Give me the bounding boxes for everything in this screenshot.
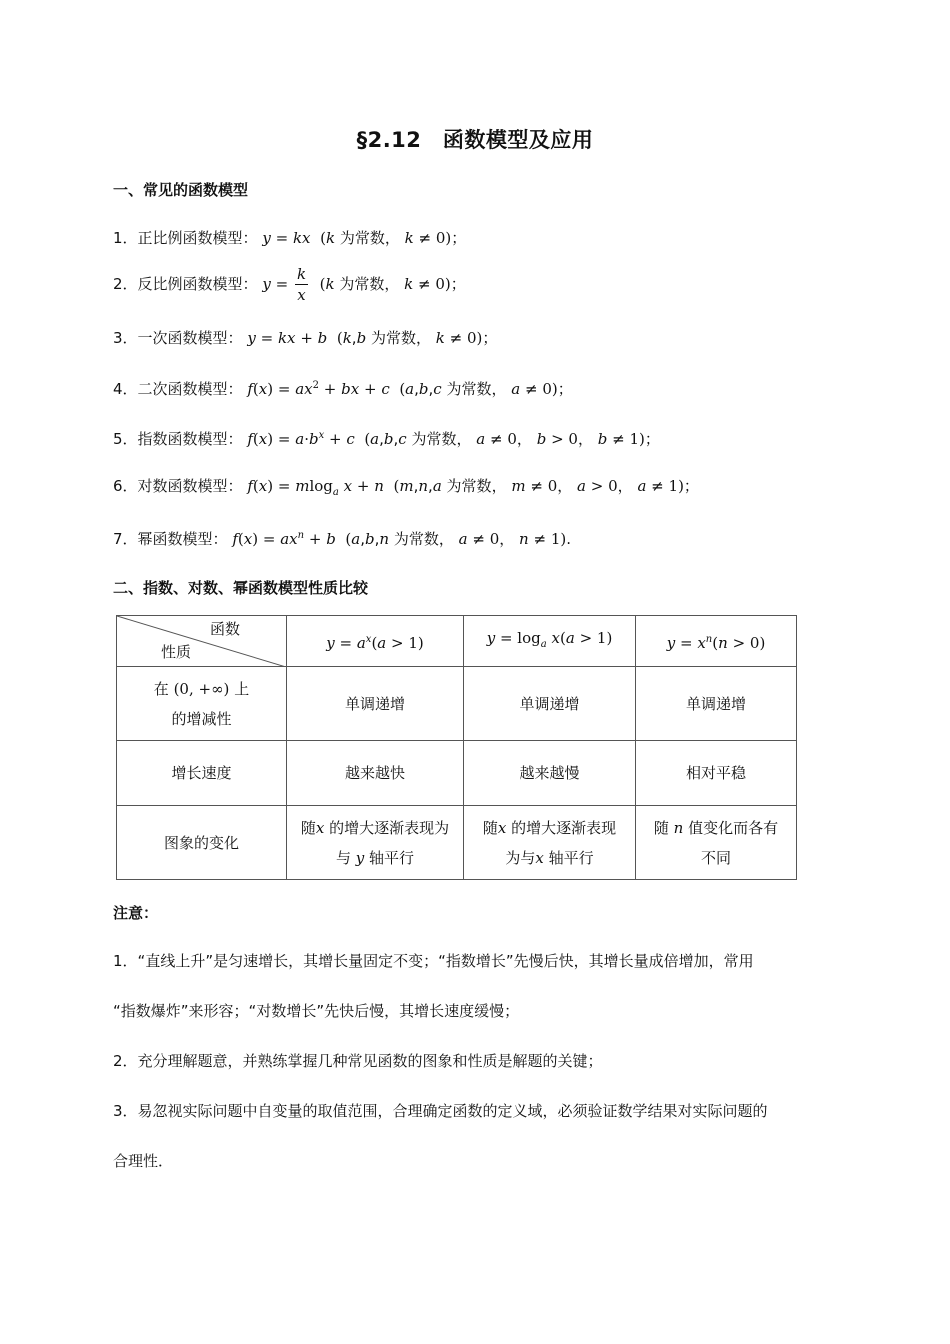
cell-exp-monotonicity: 单调递增 (287, 667, 464, 741)
model-item-linear: 3．一次函数模型： y = kx + b (k,b 为常数， k ≠ 0)； (113, 329, 498, 347)
cell-log-growth: 越来越慢 (464, 741, 636, 806)
row-label-monotonicity: 在 (0, +∞) 上 的增减性 (117, 667, 287, 741)
cell-log-monotonicity: 单调递增 (464, 667, 636, 741)
note-3-line-2: 合理性． (113, 1152, 174, 1170)
table-row (117, 667, 797, 741)
table-row (117, 806, 797, 880)
cell-exp-growth: 越来越快 (287, 741, 464, 806)
cell-log-graph: 随x 的增大逐渐表现 为与x 轴平行 (464, 806, 636, 880)
corner-label-property: 性质 (161, 643, 192, 661)
table-header-row (117, 616, 797, 667)
header-logarithmic: $y = \log_a x(a > 1)$ (464, 616, 636, 667)
header-power: $y = x^n(n > 0)$ (636, 616, 797, 667)
cell-exp-graph: 随x 的增大逐渐表现为 与 y 轴平行 (287, 806, 464, 880)
note-2: 2．充分理解题意，并熟练掌握几种常见函数的图象和性质是解题的关键； (113, 1052, 603, 1070)
diagonal-line-icon (117, 616, 286, 667)
row-label-graph-change: 图象的变化 (117, 806, 287, 880)
comparison-table (116, 615, 797, 880)
model-item-quadratic: 4．二次函数模型： $f(x) = ax^2$ + bx + c (a,b,c 为常数， a ≠ 0)； (113, 380, 573, 398)
table-corner-cell (117, 616, 287, 667)
model-item-power: 7．幂函数模型： $f(x) = ax^n + b$ (a,b,n 为常数， a ≠ 0， n ≠ 1). (113, 530, 572, 548)
note-1-line-1: 1．“直线上升”是匀速增长，其增长量固定不变；“指数增长”先慢后快，其增长量成倍增加，常用 (113, 952, 754, 970)
notes-heading: 注意： (113, 904, 159, 922)
note-1-line-2: “指数爆炸”来形容；“对数增长”先快后慢，其增长速度缓慢； (113, 1002, 520, 1020)
row-label-growth-speed: 增长速度 (117, 741, 287, 806)
table-row (117, 741, 797, 806)
section-heading-models: 一、常见的函数模型 (113, 181, 249, 199)
cell-power-growth: 相对平稳 (636, 741, 797, 806)
header-exponential: $y = a^x(a > 1)$ (287, 616, 464, 667)
model-item-inverse-proportion: 2．反比例函数模型： y = $\frac{k}{x}$ (k 为常数， k ≠ 0)； (113, 265, 466, 304)
model-item-direct-proportion: 1．正比例函数模型： y = kx (k 为常数， k ≠ 0)； (113, 229, 467, 247)
note-3-line-1: 3．易忽视实际问题中自变量的取值范围，合理确定函数的定义域，必须验证数学结果对实际问题的 (113, 1102, 768, 1120)
section-heading-comparison: 二、指数、对数、幂函数模型性质比较 (113, 579, 369, 597)
model-item-exponential: 5．指数函数模型： $f(x) = a\cdot b^x + c$ (a,b,c 为常数， a ≠ 0， b > 0， b ≠ 1)； (113, 430, 660, 448)
page-title: §2.12 函数模型及应用 (356, 128, 594, 152)
cell-power-monotonicity: 单调递增 (636, 667, 797, 741)
corner-label-function: 函数 (209, 620, 240, 638)
cell-power-graph: 随 n 值变化而各有 不同 (636, 806, 797, 880)
model-item-logarithmic: 6．对数函数模型： f(x) = mlog$_a$ x + n (m,n,a 为常数， m ≠ 0， a > 0， a ≠ 1)； (113, 477, 699, 498)
